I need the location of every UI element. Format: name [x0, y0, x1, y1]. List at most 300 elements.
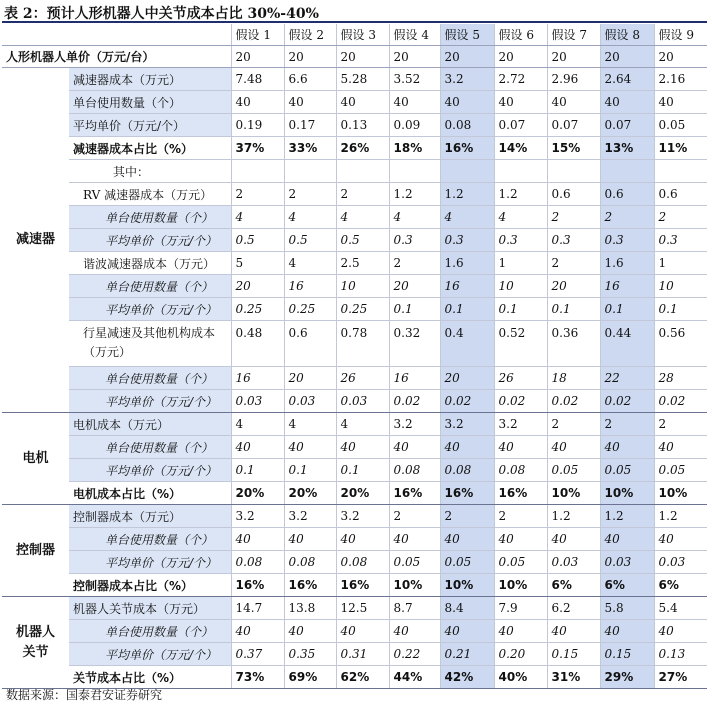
cell-value: 40 [654, 620, 707, 643]
cell-value: 5.28 [336, 68, 389, 91]
cell-value: 0.15 [547, 643, 600, 666]
cell-value: 4 [284, 206, 336, 229]
cell-value: 69% [284, 666, 336, 689]
header-scenario: 假设 5 [440, 24, 494, 46]
cell-value: 4 [336, 413, 389, 436]
row-label: 减速器成本（万元） [69, 68, 231, 91]
reducer-row-share [2, 137, 707, 160]
cell-value: 20 [231, 275, 284, 298]
controller-row-cost [2, 505, 707, 528]
cell-value: 40 [440, 528, 494, 551]
row-label: 平均单价（万元/个） [69, 390, 231, 413]
cell-value: 44% [389, 666, 440, 689]
cell-value: 2 [547, 206, 600, 229]
cell-value: 0.05 [547, 459, 600, 482]
cell-value: 0.6 [600, 183, 654, 206]
cell-value: 2 [600, 206, 654, 229]
cell-value: 1 [654, 252, 707, 275]
cell-value: 0.15 [600, 643, 654, 666]
cell-value [231, 160, 284, 183]
cell-value: 42% [440, 666, 494, 689]
cell-value: 26% [336, 137, 389, 160]
cell-value: 2.5 [336, 252, 389, 275]
cell-value: 0.05 [654, 114, 707, 137]
row-label: 平均单价（万元/个） [69, 459, 231, 482]
cell-value: 20% [336, 482, 389, 505]
cell-value: 2 [231, 183, 284, 206]
row-label: 控制器成本占比（%） [69, 574, 231, 597]
row-label: 平均单价（万元/个） [69, 114, 231, 137]
cell-value: 10% [440, 574, 494, 597]
cell-value: 7.48 [231, 68, 284, 91]
cell-value: 2 [654, 413, 707, 436]
cell-value [336, 160, 389, 183]
cell-value: 0.31 [336, 643, 389, 666]
cell-value: 2 [389, 252, 440, 275]
cell-value: 1.2 [389, 183, 440, 206]
cell-value: 0.1 [600, 298, 654, 321]
header-scenario: 假设 3 [336, 24, 389, 46]
cell-value: 0.08 [389, 459, 440, 482]
row-label: 行星减速及其他机构成本（万元） [69, 321, 231, 367]
cell-value: 16 [600, 275, 654, 298]
cell-value: 10% [547, 482, 600, 505]
cell-value: 29% [600, 666, 654, 689]
cell-value: 1.2 [440, 183, 494, 206]
cell-value: 0.32 [389, 321, 440, 367]
reducer-row-rv_avg [2, 229, 707, 252]
cell-value: 40 [389, 436, 440, 459]
cell-value: 2 [494, 505, 547, 528]
header-corner-label [69, 24, 231, 46]
cell-value: 2 [654, 206, 707, 229]
cell-value: 0.6 [547, 183, 600, 206]
reducer-row-pl_cost [2, 321, 707, 367]
motor-row-avg [2, 459, 707, 482]
unit-price-label: 人形机器人单价（万元/台） [2, 46, 231, 68]
cell-value: 2.96 [547, 68, 600, 91]
title-rule [2, 21, 707, 23]
cell-value: 13% [600, 137, 654, 160]
cell-value: 4 [494, 206, 547, 229]
cell-value: 40 [600, 528, 654, 551]
cell-value: 0.17 [284, 114, 336, 137]
cell-value: 2 [440, 505, 494, 528]
cell-value: 20 [389, 275, 440, 298]
cell-value: 40 [440, 436, 494, 459]
unit-price-value: 20 [284, 46, 336, 68]
row-label: 电机成本（万元） [69, 413, 231, 436]
cell-value [389, 160, 440, 183]
unit-price-value: 20 [389, 46, 440, 68]
cell-value: 0.25 [284, 298, 336, 321]
cell-value: 40 [336, 528, 389, 551]
cell-value [494, 160, 547, 183]
cell-value: 8.4 [440, 597, 494, 620]
cell-value: 20 [284, 367, 336, 390]
cell-value: 0.05 [600, 459, 654, 482]
cell-value: 0.1 [654, 298, 707, 321]
cell-value: 10 [494, 275, 547, 298]
cell-value: 40 [231, 620, 284, 643]
cell-value: 0.02 [494, 390, 547, 413]
cell-value: 0.78 [336, 321, 389, 367]
cell-value: 0.08 [440, 459, 494, 482]
cell-value: 0.1 [231, 459, 284, 482]
cell-value: 0.56 [654, 321, 707, 367]
row-label: 关节成本占比（%） [69, 666, 231, 689]
cell-value: 16 [389, 367, 440, 390]
cell-value: 2.72 [494, 68, 547, 91]
cell-value: 16% [389, 482, 440, 505]
cell-value [547, 160, 600, 183]
cell-value: 0.05 [654, 459, 707, 482]
cell-value: 40 [389, 528, 440, 551]
cell-value: 40 [547, 91, 600, 114]
cell-value: 16 [231, 367, 284, 390]
cell-value: 4 [284, 252, 336, 275]
unit-price-value: 20 [231, 46, 284, 68]
cell-value: 0.08 [336, 551, 389, 574]
header-scenario: 假设 1 [231, 24, 284, 46]
cell-value: 18 [547, 367, 600, 390]
cell-value: 2 [547, 252, 600, 275]
header-scenario: 假设 2 [284, 24, 336, 46]
reducer-group-label: 减速器 [2, 68, 69, 413]
cell-value: 40 [231, 528, 284, 551]
cell-value: 0.4 [440, 321, 494, 367]
cell-value: 0.44 [600, 321, 654, 367]
cell-value: 0.22 [389, 643, 440, 666]
unit-price-value: 20 [600, 46, 654, 68]
reducer-row-pl_avg [2, 390, 707, 413]
cell-value: 5 [231, 252, 284, 275]
cell-value: 1.2 [600, 505, 654, 528]
row-label: 减速器成本占比（%） [69, 137, 231, 160]
cell-value: 0.07 [494, 114, 547, 137]
cell-value: 40 [284, 620, 336, 643]
cell-value: 12.5 [336, 597, 389, 620]
cell-value: 27% [654, 666, 707, 689]
cell-value: 16% [440, 482, 494, 505]
controller-row-avg [2, 551, 707, 574]
row-label: 单台使用数量（个） [69, 436, 231, 459]
cell-value: 1.2 [654, 505, 707, 528]
cell-value: 1.6 [600, 252, 654, 275]
cell-value: 2 [389, 505, 440, 528]
cell-value: 40 [284, 528, 336, 551]
cell-value: 37% [231, 137, 284, 160]
cell-value: 3.2 [494, 413, 547, 436]
cell-value: 40 [547, 528, 600, 551]
cell-value: 1.6 [440, 252, 494, 275]
cell-value: 2 [547, 413, 600, 436]
joint-group-label-line: 关节 [22, 644, 49, 660]
cell-value: 1.2 [547, 505, 600, 528]
cell-value: 16% [440, 137, 494, 160]
cell-value: 3.2 [231, 505, 284, 528]
cell-value: 10% [654, 482, 707, 505]
row-label: 其中： [69, 160, 231, 183]
cell-value: 16% [494, 482, 547, 505]
reducer-row-avg [2, 114, 707, 137]
cell-value: 0.02 [547, 390, 600, 413]
header-scenario: 假设 4 [389, 24, 440, 46]
cell-value: 16% [336, 574, 389, 597]
cell-value: 40 [231, 436, 284, 459]
reducer-row-hw_avg [2, 298, 707, 321]
cell-value: 10 [654, 275, 707, 298]
cell-value: 20 [440, 367, 494, 390]
cell-value: 0.3 [600, 229, 654, 252]
cell-value: 2.64 [600, 68, 654, 91]
cell-value: 5.4 [654, 597, 707, 620]
cell-value: 10% [389, 574, 440, 597]
cell-value: 40 [494, 620, 547, 643]
row-label: 平均单价（万元/个） [69, 643, 231, 666]
row-label: 谐波减速器成本（万元） [69, 252, 231, 275]
cell-value: 0.03 [547, 551, 600, 574]
cell-value: 0.08 [284, 551, 336, 574]
cell-value: 0.37 [231, 643, 284, 666]
cell-value: 0.5 [336, 229, 389, 252]
cell-value: 0.35 [284, 643, 336, 666]
reducer-row-hw_qty [2, 275, 707, 298]
cell-value: 40 [336, 91, 389, 114]
cell-value: 40 [600, 436, 654, 459]
row-label: 平均单价（万元/个） [69, 298, 231, 321]
cell-value: 40% [494, 666, 547, 689]
cell-value: 40 [654, 436, 707, 459]
unit-price-value: 20 [547, 46, 600, 68]
cell-value: 20% [284, 482, 336, 505]
cell-value: 8.7 [389, 597, 440, 620]
reducer-row-rv_cost [2, 183, 707, 206]
cell-value: 0.09 [389, 114, 440, 137]
cell-value: 6% [654, 574, 707, 597]
cell-value: 40 [389, 91, 440, 114]
cell-value: 40 [336, 620, 389, 643]
row-label: 单台使用数量（个） [69, 620, 231, 643]
header-corner [2, 24, 69, 46]
cell-value: 16 [284, 275, 336, 298]
cell-value: 62% [336, 666, 389, 689]
cell-value: 3.2 [389, 413, 440, 436]
cell-value: 40 [600, 91, 654, 114]
cell-value: 40 [547, 436, 600, 459]
cell-value: 4 [440, 206, 494, 229]
cell-value: 40 [440, 91, 494, 114]
cell-value: 0.03 [654, 551, 707, 574]
cell-value: 40 [654, 528, 707, 551]
cell-value: 14.7 [231, 597, 284, 620]
header-scenario: 假设 9 [654, 24, 707, 46]
cell-value: 0.20 [494, 643, 547, 666]
cell-value: 40 [494, 91, 547, 114]
cell-value: 0.1 [284, 459, 336, 482]
reducer-row-of_which [2, 160, 707, 183]
cell-value: 1.2 [494, 183, 547, 206]
cell-value: 0.07 [600, 114, 654, 137]
cell-value: 0.05 [440, 551, 494, 574]
cell-value: 22 [600, 367, 654, 390]
cell-value: 0.48 [231, 321, 284, 367]
cell-value: 3.2 [284, 505, 336, 528]
joint-row-avg [2, 643, 707, 666]
cell-value: 16% [284, 574, 336, 597]
controller-row-share [2, 574, 707, 597]
cell-value: 40 [389, 620, 440, 643]
reducer-row-pl_qty [2, 367, 707, 390]
cell-value: 10% [494, 574, 547, 597]
cell-value: 40 [547, 620, 600, 643]
cell-value: 6.6 [284, 68, 336, 91]
header-row [2, 24, 707, 46]
header-scenario: 假设 8 [600, 24, 654, 46]
cell-value: 0.03 [600, 551, 654, 574]
cell-value: 40 [231, 91, 284, 114]
motor-row-share [2, 482, 707, 505]
cell-value: 33% [284, 137, 336, 160]
cell-value: 10% [600, 482, 654, 505]
cell-value [654, 160, 707, 183]
cell-value: 0.36 [547, 321, 600, 367]
cell-value: 3.52 [389, 68, 440, 91]
source-note: 数据来源：国泰君安证券研究 [6, 688, 163, 702]
cell-value: 20 [547, 275, 600, 298]
cell-value: 3.2 [440, 413, 494, 436]
reducer-row-cost [2, 68, 707, 91]
cell-value: 40 [284, 436, 336, 459]
cell-value: 14% [494, 137, 547, 160]
cell-value: 16 [440, 275, 494, 298]
cell-value: 13.8 [284, 597, 336, 620]
cell-value: 40 [440, 620, 494, 643]
cell-value: 0.03 [231, 390, 284, 413]
cell-value: 0.19 [231, 114, 284, 137]
cell-value: 20% [231, 482, 284, 505]
cell-value: 0.1 [389, 298, 440, 321]
header-scenario: 假设 6 [494, 24, 547, 46]
cell-value: 5.8 [600, 597, 654, 620]
cell-value: 0.07 [547, 114, 600, 137]
cell-value: 0.1 [547, 298, 600, 321]
cell-value: 0.03 [284, 390, 336, 413]
cell-value: 0.25 [231, 298, 284, 321]
cell-value: 28 [654, 367, 707, 390]
reducer-row-qty [2, 91, 707, 114]
cell-value: 1 [494, 252, 547, 275]
cell-value: 0.03 [336, 390, 389, 413]
joint-cost-table [2, 24, 707, 689]
cell-value: 26 [494, 367, 547, 390]
row-label: 平均单价（万元/个） [69, 551, 231, 574]
cell-value: 0.13 [336, 114, 389, 137]
cell-value: 6% [547, 574, 600, 597]
cell-value: 31% [547, 666, 600, 689]
cell-value: 2 [284, 183, 336, 206]
cell-value: 0.25 [336, 298, 389, 321]
header-scenario: 假设 7 [547, 24, 600, 46]
cell-value: 4 [284, 413, 336, 436]
cell-value: 2.16 [654, 68, 707, 91]
cell-value: 40 [494, 528, 547, 551]
joint-group-label [2, 597, 69, 689]
cell-value: 7.9 [494, 597, 547, 620]
row-label: 电机成本占比（%） [69, 482, 231, 505]
row-label: 单台使用数量（个） [69, 367, 231, 390]
row-label: RV 减速器成本（万元） [69, 183, 231, 206]
cell-value: 40 [654, 91, 707, 114]
cell-value: 0.1 [440, 298, 494, 321]
reducer-row-rv_qty [2, 206, 707, 229]
cell-value: 0.3 [547, 229, 600, 252]
unit-price-value: 20 [494, 46, 547, 68]
cell-value: 0.08 [494, 459, 547, 482]
cell-value: 40 [600, 620, 654, 643]
cell-value: 0.3 [654, 229, 707, 252]
reducer-row-hw_cost [2, 252, 707, 275]
row-label: 平均单价（万元/个） [69, 229, 231, 252]
row-label: 控制器成本（万元） [69, 505, 231, 528]
cell-value: 40 [284, 91, 336, 114]
cell-value: 0.3 [494, 229, 547, 252]
cell-value: 16% [231, 574, 284, 597]
cell-value: 0.02 [389, 390, 440, 413]
cell-value: 0.52 [494, 321, 547, 367]
table-title: 表 2：预计人形机器人中关节成本占比 30%-40% [4, 6, 319, 22]
joint-row-cost [2, 597, 707, 620]
cell-value: 0.6 [654, 183, 707, 206]
controller-group-label: 控制器 [2, 505, 69, 597]
joint-group-label-line: 机器人 [15, 624, 55, 640]
cell-value: 6.2 [547, 597, 600, 620]
cell-value: 0.05 [389, 551, 440, 574]
cell-value: 40 [494, 436, 547, 459]
motor-row-cost [2, 413, 707, 436]
cell-value: 26 [336, 367, 389, 390]
cell-value: 4 [389, 206, 440, 229]
cell-value: 15% [547, 137, 600, 160]
cell-value: 11% [654, 137, 707, 160]
cell-value: 4 [231, 206, 284, 229]
cell-value: 0.08 [231, 551, 284, 574]
cell-value: 40 [336, 436, 389, 459]
cell-value: 3.2 [440, 68, 494, 91]
cell-value [600, 160, 654, 183]
motor-row-qty [2, 436, 707, 459]
unit-price-value: 20 [440, 46, 494, 68]
cell-value [284, 160, 336, 183]
row-label: 单台使用数量（个） [69, 91, 231, 114]
cell-value: 0.1 [494, 298, 547, 321]
cell-value [440, 160, 494, 183]
row-label: 机器人关节成本（万元） [69, 597, 231, 620]
cell-value: 0.5 [284, 229, 336, 252]
cell-value: 73% [231, 666, 284, 689]
cell-value: 4 [336, 206, 389, 229]
cell-value: 0.3 [440, 229, 494, 252]
cell-value: 4 [231, 413, 284, 436]
unit-price-row [2, 46, 707, 68]
controller-row-qty [2, 528, 707, 551]
cell-value: 0.3 [389, 229, 440, 252]
row-label: 单台使用数量（个） [69, 275, 231, 298]
cell-value: 0.02 [440, 390, 494, 413]
joint-row-qty [2, 620, 707, 643]
cell-value: 10 [336, 275, 389, 298]
cell-value: 0.08 [440, 114, 494, 137]
